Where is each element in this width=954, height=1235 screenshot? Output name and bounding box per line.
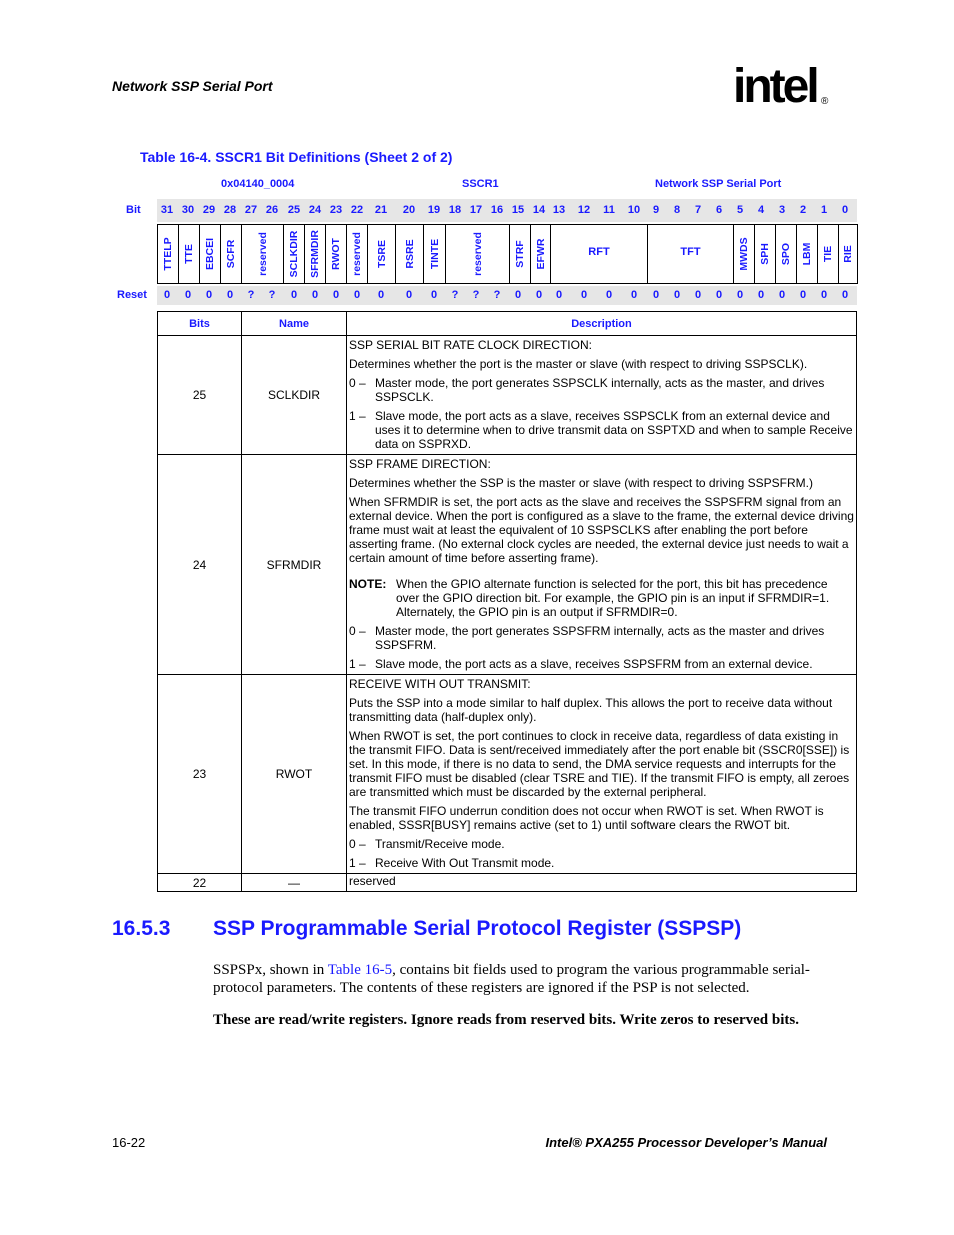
table-row [158,675,857,874]
desc-item: 1 – Slave mode, the port acts as a slave, receives SSPSCLK from an external device and uses it to determine when to drive transmit data on SSPTXD and when to sample Receive data on SSPRXD. [349,409,853,451]
bit-number: 17 [469,204,483,216]
bit-number: 13 [552,204,566,216]
field-name: RIE [842,245,854,263]
bit-number: 3 [778,204,786,216]
field-cell [395,224,424,284]
bit-number: 28 [223,204,237,216]
reset-value: 0 [715,289,723,301]
field-cell [775,224,797,284]
bit-number: 26 [265,204,279,216]
field-cell [530,224,551,284]
field-name: reserved [471,232,484,276]
field-cell [199,224,221,284]
field-name: RFT [588,246,610,258]
bit-number-row [157,199,857,222]
row-name: SFRMDIR [242,455,347,675]
field-cell [241,224,284,284]
bit-number: 30 [181,204,195,216]
bit-number: 29 [202,204,216,216]
bit-number: 24 [308,204,322,216]
field-cell [754,224,776,284]
reset-value-row [157,286,857,305]
row-bits: 22 [158,874,242,892]
bit-number: 23 [329,204,343,216]
bit-number: 19 [427,204,441,216]
desc-text: reserved [349,874,396,888]
row-description [347,336,857,455]
row-name: SCLKDIR [242,336,347,455]
field-cell [509,224,531,284]
col-header-name: Name [242,312,347,336]
table-row [158,455,857,675]
reset-value: 0 [736,289,744,301]
field-name: TSRE [375,239,388,269]
bit-number: 7 [694,204,702,216]
reset-value: 0 [757,289,765,301]
register-unit: Network SSP Serial Port [655,178,782,190]
table-header-row [158,312,857,336]
reset-value: 0 [778,289,786,301]
reset-value: 0 [630,289,638,301]
field-cell [157,224,179,284]
field-name: TTE [183,244,195,264]
bit-number: 31 [160,204,174,216]
desc-text: Puts the SSP into a mode similar to half duplex. This allows the port to receive data without transmitting data (half-duplex only). [349,696,833,724]
bit-number: 27 [244,204,258,216]
running-header: Network SSP Serial Port [112,78,273,94]
reset-value: 0 [184,289,192,301]
section-title: SSP Programmable Serial Protocol Register (SSPSP) [213,917,742,940]
field-cell [733,224,755,284]
bit-number: 18 [448,204,462,216]
reset-value: 0 [163,289,171,301]
bit-row-label: Bit [126,204,141,216]
table-16-5-link[interactable]: Table 16-5 [327,962,393,978]
field-name: RSRE [403,239,416,269]
reset-value: 0 [652,289,660,301]
desc-note: NOTE: When the GPIO alternate function is selected for the port, this bit has precedence over the GPIO direction bit. For example, the GPIO pin is an input if SFRMDIR=1. Alternately, the GPIO pin is an output if SFRMDIR=0. [349,577,830,619]
field-name: TIE [822,245,834,263]
reset-value: ? [493,289,501,301]
row-bits: 23 [158,675,242,874]
field-cell [325,224,347,284]
bit-number: 20 [402,204,416,216]
reset-value: ? [451,289,459,301]
desc-item: 1 – Slave mode, the port acts as a slave, receives SSPSFRM from an external device. [349,657,813,671]
field-cell [304,224,326,284]
bit-number: 14 [532,204,546,216]
reset-value: 0 [820,289,828,301]
bit-number: 15 [511,204,525,216]
reset-value: 0 [841,289,849,301]
field-cell [647,224,734,284]
table-title: Table 16-4. SSCR1 Bit Definitions (Sheet 2 of 2) [140,149,453,165]
row-description [347,455,857,675]
field-name: TTELP [162,237,174,271]
field-name: MWDS [738,237,750,271]
field-name: EBCEI [204,237,216,271]
reset-value: 0 [555,289,563,301]
field-name: SPO [780,242,792,266]
desc-text: When SFRMDIR is set, the port acts as the slave and receives the SSPSFRM signal from an external device. When the port is configured as a slave to the frame, the external device driving frame must wait at least the equivalent of 10 SSPSCLKS after enabling the port before asserting frame. (No external clock cycles are needed, the external device just needs to wait a certain amount of time before asserting frame). [349,495,854,565]
bit-number: 22 [350,204,364,216]
field-cell [817,224,839,284]
register-name: SSCR1 [462,178,499,190]
field-cell [423,224,446,284]
desc-text: Determines whether the port is the master or slave (with respect to driving SSPSCLK). [349,357,808,371]
reset-row-label: Reset [117,289,147,301]
reset-value: 0 [605,289,613,301]
field-cell [550,224,648,284]
registered-mark: ® [821,96,829,107]
bit-number: 1 [820,204,828,216]
manual-title: Intel® PXA255 Processor Developer’s Manual [545,1135,827,1150]
bit-number: 0 [841,204,849,216]
row-name: — [242,874,347,892]
desc-text: The transmit FIFO underrun condition does not occur when RWOT is set. When RWOT is enabled, SSSR[BUSY] remains active (set to 1) until software clears the RWOT bit. [349,804,824,832]
field-name: reserved [256,232,269,276]
intel-logo-text: intel [733,60,817,113]
desc-text: Determines whether the SSP is the master or slave (with respect to driving SSPSFRM.) [349,476,813,490]
field-name: TFT [680,246,701,258]
field-cell [367,224,396,284]
field-name: EFWR [534,238,547,270]
reset-value: 0 [535,289,543,301]
bit-number: 9 [652,204,660,216]
field-cell [838,224,858,284]
desc-item: 1 – Receive With Out Transmit mode. [349,856,555,870]
field-name: SPH [759,243,771,265]
register-address: 0x04140_0004 [221,178,295,190]
row-bits: 25 [158,336,242,455]
desc-heading: SSP SERIAL BIT RATE CLOCK DIRECTION: [349,338,592,352]
field-name: SCLKDIR [288,230,300,278]
bit-number: 16 [490,204,504,216]
reset-value: 0 [430,289,438,301]
field-cell [796,224,818,284]
bit-number: 21 [374,204,388,216]
reset-value: ? [472,289,480,301]
field-cell [346,224,368,284]
col-header-bits: Bits [158,312,242,336]
reset-value: ? [247,289,255,301]
reset-value: 0 [311,289,319,301]
row-name: RWOT [242,675,347,874]
bit-number: 4 [757,204,765,216]
section-paragraph: SSPSPx, shown in Table 16-5, contains bit fields used to program the various programmable serial-protocol parameters. The contents of these registers are ignored if the PSP is not selected. [213,962,810,996]
reset-value: 0 [353,289,361,301]
reset-value: 0 [673,289,681,301]
reset-value: 0 [580,289,588,301]
bit-number: 11 [603,204,615,216]
bit-number: 5 [736,204,744,216]
reset-value: 0 [205,289,213,301]
reset-value: 0 [405,289,413,301]
desc-item: 0 – Master mode, the port generates SSPSFRM internally, acts as the master and drives SSPSFRM. [349,624,825,652]
reset-value: 0 [226,289,234,301]
field-cell [283,224,305,284]
field-name: reserved [351,232,363,276]
reset-value: 0 [332,289,340,301]
bit-number: 25 [287,204,301,216]
section-bold-note: These are read/write registers. Ignore reads from reserved bits. Write zeros to reserved bits. [213,1012,799,1028]
desc-item: 0 – Transmit/Receive mode. [349,837,505,851]
field-name: TINTE [428,238,441,270]
col-header-description: Description [347,312,857,336]
field-name: STRF [514,240,526,268]
table-row [158,874,857,892]
row-bits: 24 [158,455,242,675]
field-name: SCFR [225,239,237,269]
field-name: LBM [801,242,813,266]
desc-text: When RWOT is set, the port continues to clock in receive data, regardless of data existing in the transmit FIFO. Data is sent/received immediately after the port enable bit (SSCR0[SSE]) is set. In this mode, if there is no data to send, the DMA service requests and interrupts for the transmit FIFO must be disabled (clear TSRE and TIE). If the transmit FIFO is empty, all zeroes are transmitted which must be discarded by the external peripheral. [349,729,850,799]
bit-number: 8 [673,204,681,216]
bit-number: 2 [799,204,807,216]
row-description [347,874,857,892]
section-number: 16.5.3 [112,917,171,940]
table-row [158,336,857,455]
bit-number: 6 [715,204,723,216]
row-description [347,675,857,874]
bit-definition-table [157,311,857,892]
desc-heading: RECEIVE WITH OUT TRANSMIT: [349,677,531,691]
field-name-row [157,224,857,284]
reset-value: 0 [377,289,385,301]
field-name: SFRMDIR [309,230,321,278]
field-cell [445,224,510,284]
field-cell [178,224,200,284]
reset-value: 0 [514,289,522,301]
reset-value: ? [268,289,276,301]
field-name: RWOT [330,238,342,270]
intel-logo [733,58,833,118]
field-cell [220,224,242,284]
reset-value: 0 [290,289,298,301]
page-number: 16-22 [112,1135,146,1150]
bit-number: 12 [577,204,591,216]
desc-item: 0 – Master mode, the port generates SSPSCLK internally, acts as the master, and drives SSPSCLK. [349,376,825,404]
reset-value: 0 [799,289,807,301]
bit-number: 10 [627,204,641,216]
desc-heading: SSP FRAME DIRECTION: [349,457,491,471]
section-heading [112,917,741,941]
reset-value: 0 [694,289,702,301]
